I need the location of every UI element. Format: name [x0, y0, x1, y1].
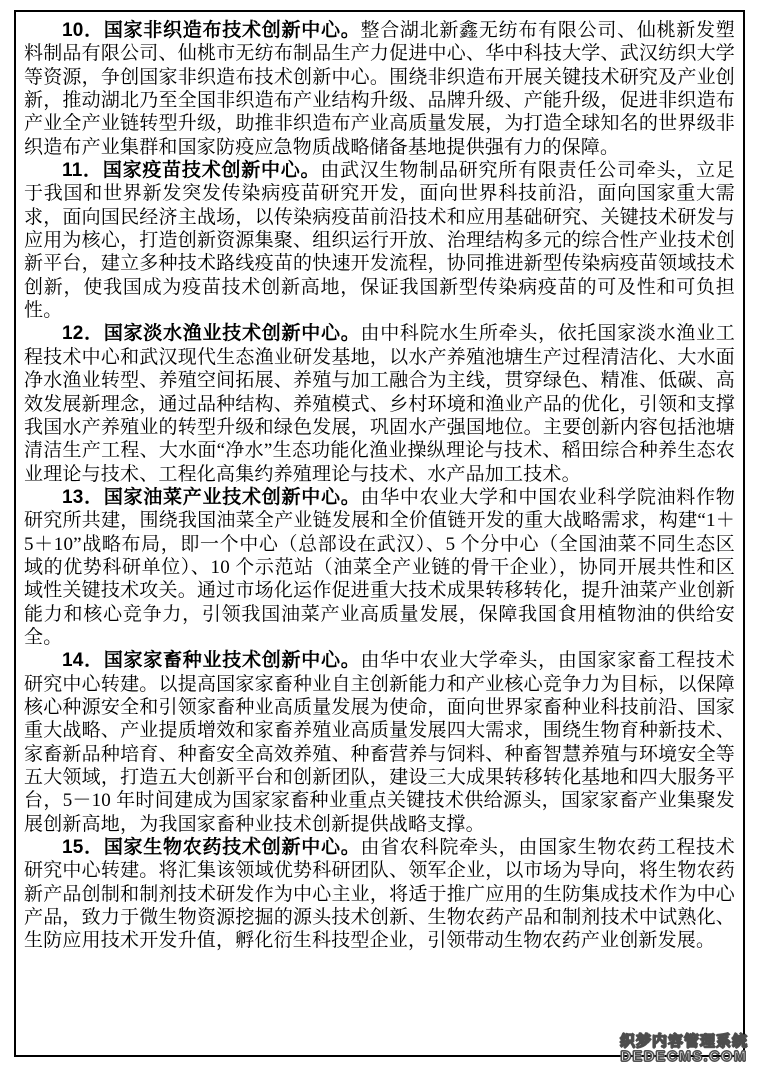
paragraph-text: 由中科院水生所牵头，依托国家淡水渔业工程技术中心和武汉现代生态渔业研发基地，以水产养殖池塘生产过程清洁化、大水面净水渔业转型、养殖空间拓展、养殖与加工融合为主线，贯穿绿色、精准、低碳、高效发展新理念，通过品种结构、养殖模式、乡村环境和渔业产品的优化，引领和支撑我国水产养殖业的转型升级和绿色发展，巩固水产强国地位。主要创新内容包括池塘清洁生产工程、大水面“净水”生态功能化渔业操纵理论与技术、稻田综合种养生态农业理论与技术、工程化高集约养殖理论与技术、水产品加工技术。: [24, 323, 735, 485]
paragraph-heading: 15．国家生物农药技术创新中心。: [62, 837, 361, 859]
paragraph: [24, 836, 735, 953]
paragraph-text: 由省农科院牵头，由国家生物农药工程技术研究中心转建。将汇集该领域优势科研团队、领军企业，以市场为导向，将生物农药新产品创制和制剂技术研发作为中心主业，将适于推广应用的生防集成技术作为中心产品，致力于微生物资源挖掘的源头技术创新、生物农药产品和制剂技术中试熟化、生防应用技术开发升值，孵化衍生科技型企业，引领带动生物农药产业创新发展。: [24, 837, 735, 952]
page-border-frame: [14, 10, 745, 1057]
document-body: [24, 19, 735, 953]
paragraph: [24, 159, 735, 322]
paragraph-heading: 13．国家油菜产业技术创新中心。: [62, 486, 361, 508]
paragraph-heading: 10．国家非织造布技术创新中心。: [62, 20, 361, 41]
paragraph: [24, 486, 735, 649]
paragraph-text: 由华中农业大学和中国农业科学院油料作物研究所共建，围绕我国油菜全产业链发展和全价值链开发的重大战略需求，构建“1＋5＋10”战略布局，即一个中心（总部设在武汉）、5 个分中心（全国油菜不同生态区域的优势科研单位）、10 个示范站（油菜全产业链的骨干企业），协同开展共性和区域性关键技术攻关。通过市场化运作促进重大技术成果转移转化，提升油菜产业创新能力和核心竞争力，引领我国油菜产业高质量发展，保障我国食用植物油的供给安全。: [24, 486, 735, 648]
paragraph-text: 由华中农业大学牵头，由国家家畜工程技术研究中心转建。以提高国家家畜种业自主创新能力和产业核心竞争力为目标，以保障核心种源安全和引领家畜种业高质量发展为使命，面向世界家畜种业科技前沿、国家重大战略、产业提质增效和家畜养殖业高质量发展四大需求，围绕生物育种新技术、家畜新品种培育、种畜安全高效养殖、种畜营养与饲料、种畜智慧养殖与环境安全等五大领域，打造五大创新平台和创新团队，建设三大成果转移转化基地和四大服务平台，5－10 年时间建成为国家家畜种业重点关键技术供给源头，国家家畜产业集聚发展创新高地，为我国家畜种业技术创新提供战略支撑。: [24, 650, 735, 835]
paragraph: [24, 19, 735, 159]
paragraph-text: 由武汉生物制品研究所有限责任公司牵头，立足于我国和世界新发突发传染病疫苗研究开发，面向世界科技前沿，面向国家重大需求，面向国民经济主战场，以传染病疫苗前沿技术和应用基础研究、关键技术研发与应用为核心，打造创新资源集聚、组织运行开放、治理结构多元的综合性产业技术创新平台，建立多种技术路线疫苗的快速开发流程，协同推进新型传染病疫苗领域技术创新，使我国成为疫苗技术创新高地，保证我国新型传染病疫苗的可及性和可负担性。: [24, 160, 736, 322]
paragraph-heading: 14．国家家畜种业技术创新中心。: [62, 650, 361, 672]
paragraph-text: 整合湖北新鑫无纺布有限公司、仙桃新发塑料制品有限公司、仙桃市无纺布制品生产力促进中心、华中科技大学、武汉纺织大学等资源，争创国家非织造布技术创新中心。围绕非织造布开展关键技术研究及产业创新，推动湖北乃至全国非织造布产业结构升级、品牌升级、产能升级，促进非织造布产业全产业链转型升级，助推非织造布产业高质量发展，为打造全球知名的世界级非织造布产业集群和国家防疫应急物质战略储备基地提供强有力的保障。: [24, 20, 735, 158]
paragraph-heading: 11．国家疫苗技术创新中心。: [62, 160, 321, 182]
paragraph: [24, 322, 735, 485]
cms-watermark: [620, 1034, 748, 1066]
watermark-cn-text: 织梦内容管理系统: [619, 1033, 748, 1051]
paragraph: [24, 649, 735, 836]
paragraph-heading: 12．国家淡水渔业技术创新中心。: [62, 323, 361, 345]
watermark-domain-text: DEDECMS.COM: [620, 1049, 748, 1066]
